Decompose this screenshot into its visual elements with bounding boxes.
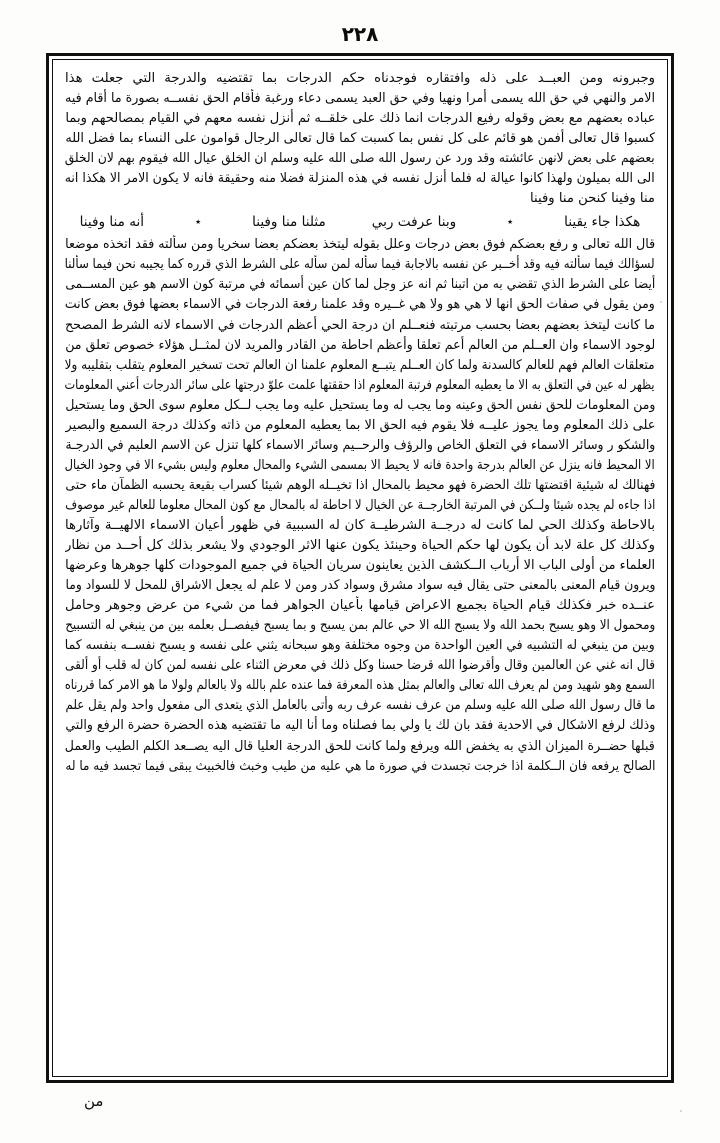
text-line: ما كانت ليتخذ بعضهم بعضا بحسب مرتبته فنعــلم ان درجة الحي أعظم الدرجات في الاسماء لانه الشرط المصحح	[65, 317, 655, 333]
text-line: عنــده خبر فكذلك قيام الحياة بجميع الاعراض قيامها بأعيان الجواهر فما من شيء من عرض وجوهر وحامل	[65, 598, 655, 614]
text-line: عباده بعضهم مع بعض وقوله رفيع الدرجات انما ذلك على خلقــه ثم أنزل نفسه معهم في القيام بمصالحهم وبما	[65, 111, 655, 127]
hemistich-right-2: أنه منا وفينا	[79, 214, 145, 231]
text-line	[65, 897, 655, 917]
hemistich-left-2: مثلنا منا وفينا	[252, 214, 326, 231]
text-line: فهنالك له شيئية اقتضتها تلك الحضرة فهو محيط بالمحال اذا تخيــله الوهم شيئا كسراب بقيعة يحسبه الظمآن ماء حتى	[65, 477, 655, 493]
text-frame-inner-rule	[52, 59, 668, 1077]
text-line: كسبوا قال تعالى أفمن هو قائم على كل نفس بما كسبت كما قال تعالى الرجال قوامون على النساء بما فضل الله	[65, 131, 655, 147]
text-line: وبين من ينبغي له التشبيه في العين الواحدة من وجوه مختلفة وهو سبحانه يثني على نفسه و يسبح نفســه بنفسه كما	[65, 638, 655, 654]
text-line: الصالح يرفعه فان الــكلمة اذا خرجت تجسدت في صورة ما هي عليه من طيب وخبث فالخبيث يبقى فيما تجسد فيه ما له	[65, 758, 655, 774]
text-line: يظهر له عين في التعلق به الا ما يعطيه المعلوم فرتبة المعلوم اذا حققتها علمت علوّ درجتها على سائر الدرجات أعني المعلومات	[65, 377, 655, 393]
text-line: السمع وهو شهيد ومن لم يعرف الله تعالى والعالم بمثل هذه المعرفة فما عنده علم بالله ولا بالعالم ولولا ما هو الامر كما قررناه	[65, 678, 655, 694]
text-line: وكذلك كل علة لابد أن يكون لها حكم الحياة وحينئذ يكون عنها الاثر الوجودي ولا يشعر بذلك كل أحــد من نظار	[65, 538, 655, 554]
text-line	[65, 877, 655, 897]
hemistich-right: وبنا عرفت ربي	[371, 214, 457, 231]
text-line: اذا جاءه لم يجده شيئا ولــكن في المرتبة الخارجــة عن الخيال لا احاطة له بالمحال مع كون المحال معلوما للعالم غير موصوف	[65, 497, 655, 513]
verse-separator-icon: ٭	[507, 215, 514, 229]
text-line: الامر والنهي في حق الله يسمى أمرا ونهيا وفي حق العبد يسمى دعاء ورغبة فأقام الحق نفســه بصورة ما أقام فيه	[65, 91, 655, 107]
text-line	[65, 837, 655, 857]
text-line: قبلها حضــرة الميزان الذي به يخفض الله ويرفع ولما كانت للحق الدرجة العليا قال اليه يصــعد الكلم الطيب والعمل	[65, 738, 655, 754]
text-line: بعضهم على بعض لانهن عائشته وقد ورد عن رسول الله صلى الله عليه وسلم ان الخلق عيال الله فيقوم بهم لان الخلق	[65, 151, 655, 167]
text-frame-outer-rule	[46, 53, 674, 1083]
text-line-paragraph-end: منا وفينا كنحن منا وفينا	[530, 191, 655, 207]
text-line	[65, 797, 655, 817]
text-line: وذلك لرفع الاشكال في الاحدية فقد بان لك يا ولي بما فصلناه وما أنا اليه ما تقتضيه هذه الحضرة حضرة الرفع والتي	[65, 718, 655, 734]
body-text-block	[53, 60, 667, 923]
text-line: الى الله بميلون ولهذا كانوا عيالة له فلما أنزل نفسه في هذه المنزلة فضلا منه وحقيقة فانه لا يكون الامر الا هكذا انه	[65, 171, 655, 187]
text-line: ما قال رسول الله صلى الله عليه وسلم من عرف نفسه عرف ربه وأتى بالعامل الذي يتعدى الى مفعول واحد ولم يقل علم	[65, 698, 655, 714]
text-line: لوجود الاسماء وان العــلم من العالم أعم تعلقا وأعظم احاطة من القادر والمريد لان لمثــل هؤلاء خصوص تعلق من	[65, 337, 655, 353]
text-line: لسؤالك فيما سألته فيه وقد أخــبر عن نفسه بالاجابة فيما سأله لمن سأله على الشرط الذي قرره كما يجيبه نحن فيما سألنا	[65, 257, 655, 273]
text-line	[65, 817, 655, 837]
text-line: وجبرونه ومن العبــد على ذله وافتقاره فوجدناه حكم الدرجات بما تقتضيه والدرجة التي جعلت هذا	[65, 71, 655, 86]
text-line: قال الله تعالى و رفع بعضكم فوق بعض درجات وعلل بقوله ليتخذ بعضكم بعضا سخريا ومن سألته فقد اتخذه موضعا	[65, 237, 655, 253]
verse-separator-icon-2: ٭	[195, 215, 202, 229]
text-line	[65, 857, 655, 877]
text-line	[65, 777, 655, 797]
verse-line	[81, 211, 639, 234]
text-line: متعلقات العالم فهم للعالم كالسدنة ولما كان العــلم يتبــع المعلوم علمنا ان العالم تحت تسخير المعلوم يتقلب بتقليبه ولا	[65, 357, 655, 373]
text-line: ومن المعلومات للحق نفس الحق وعينه وما يجب له وما يستحيل عليه وما يجب لــكل معلوم سوى الحق وما يستحيل	[65, 397, 655, 413]
hemistich-left: هكذا جاء يقينا	[564, 214, 641, 231]
text-line: ومحمول الا وهو يسبح بحمد الله ولا يسبح الله الا حي عالم بمن يسبح و بما يسبح فيفصــل بعلمه بين من ينبغي له التسبيح	[65, 618, 655, 634]
catchword: من	[84, 1092, 104, 1110]
verse-block	[65, 211, 655, 234]
text-line: بالاحاطة وكذلك الحي لما كانت له درجــة الشرطيــة كان له السببية في ظهور أعيان الاسماء الالهيــة وآثارها	[65, 517, 655, 533]
print-speck	[680, 1110, 682, 1112]
text-line: أيضا على الشرط الذي تقضي به من اتبنا ثم انه عز وجل لما كان عين أسمائه في مرتبة كون الاسم هو عين المســمى	[65, 277, 655, 293]
text-line: ومن يقول في صفات الحق انها لا هي هو ولا هي غــيره وقد علمنا رفعة الدرجات في الاسماء بعضها فوق بعض كانت	[65, 297, 655, 313]
text-line: والشكو ر وسائر الاسماء في التعلق الخاص والرؤف والرحــيم وسائر الاسماء كلها تنزل عن الاسم العليم في الدرجـة	[65, 437, 655, 453]
text-line: ويرون قيام المعنى بالمعنى حتى يقال فيه سواد مشرق وسواد كدر ومن لا علم له يجعل الاشراق للمحل لا للسواد وما	[65, 578, 655, 594]
text-line: العلماء من أولى الباب الا أرباب الــكشف الذين يعاينون سريان الحياة في جميع الموجودات كلها جوهرها وعرضها	[65, 558, 655, 574]
text-line: على ذلك المعلوم وما يجوز عليــه فلا يقوم فيه الحق الا بما يعطيه المعلوم من ذاته وكذلك درجة السميع والبصير	[65, 417, 655, 433]
folio-number: ٢٢٨	[341, 22, 379, 46]
text-line: قال انه غني عن العالمين وقال وأقرضوا الله قرضا حسنا وكل ذلك في معرض الثناء على نفسه لمن كان له قلب أو ألقى	[65, 658, 655, 674]
text-line: الا المحيط فانه ينزل عن العالم بدرجة واحدة فانه لا يحيط الا بمسمى الشيء والمحال معلوم وليس بشيء الا في وجود الخيال	[65, 457, 655, 473]
